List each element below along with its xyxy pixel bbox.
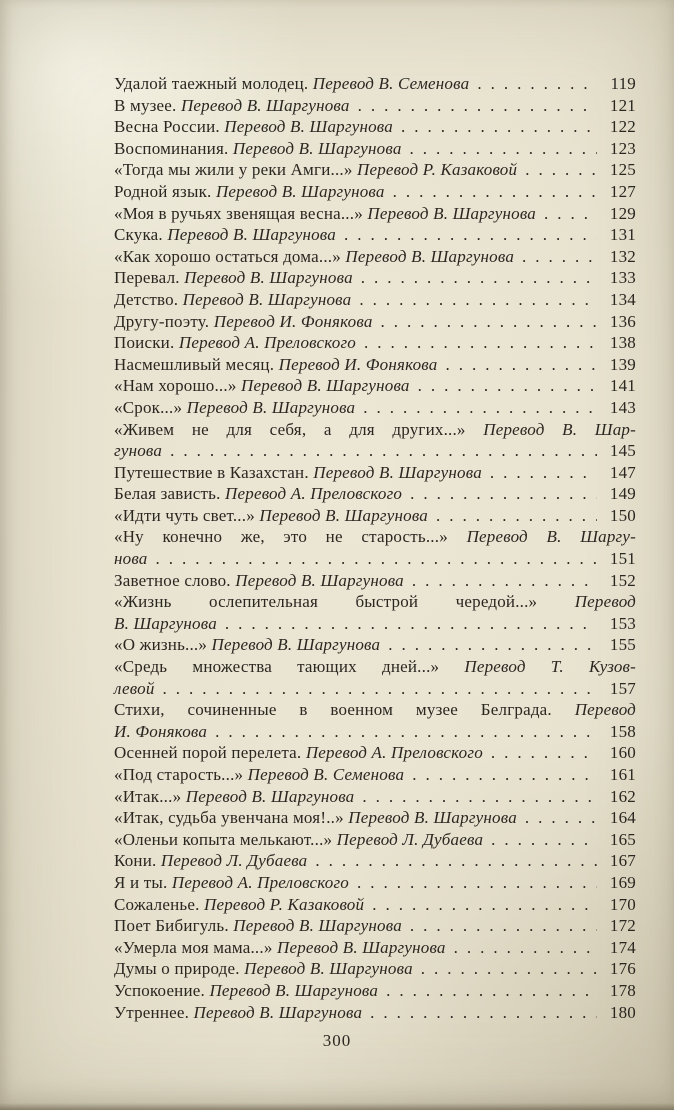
dot-leader bbox=[436, 505, 597, 527]
toc-entry-text bbox=[114, 764, 404, 786]
toc-entry bbox=[114, 764, 636, 786]
entry-page-number: 143 bbox=[609, 397, 636, 417]
translator-credit: Перевод В. Шаргунова bbox=[235, 570, 404, 590]
poem-title: Насмешливый месяц. bbox=[114, 354, 279, 374]
poem-title: «Итак, судьба увенчана моя!..» bbox=[114, 808, 349, 828]
dot-leader bbox=[412, 764, 597, 786]
toc-entry-text bbox=[114, 462, 482, 484]
poem-title: Думы о природе. bbox=[114, 959, 245, 979]
entry-page-number: 160 bbox=[609, 743, 636, 763]
translator-credit: Перевод В. Шаргунова bbox=[193, 1002, 363, 1022]
toc-entry-line bbox=[114, 375, 636, 397]
toc-entry-line bbox=[114, 548, 636, 570]
toc-entry bbox=[114, 958, 636, 980]
toc-entry bbox=[114, 526, 636, 569]
poem-title: Весна России. bbox=[114, 117, 225, 137]
poem-title: Поиски. bbox=[114, 333, 179, 353]
dot-leader bbox=[491, 829, 597, 851]
toc-entry bbox=[114, 267, 636, 289]
poem-title: Успокоение. bbox=[114, 980, 210, 1000]
dot-leader bbox=[491, 742, 597, 764]
translator-credit: Перевод А. Преловского bbox=[178, 333, 356, 353]
dot-leader bbox=[490, 462, 597, 484]
translator-credit: Перевод В. Шаргунова bbox=[244, 959, 413, 979]
poem-title: Воспоминания. bbox=[114, 138, 233, 158]
entry-page-number: 176 bbox=[609, 959, 636, 979]
translator-credit: Перевод И. Фонякова bbox=[213, 311, 373, 331]
toc-entry bbox=[114, 894, 636, 916]
poem-title: «Итак...» bbox=[114, 786, 186, 806]
poem-title: Белая зависть. bbox=[114, 484, 226, 504]
dot-leader bbox=[445, 354, 597, 376]
dot-leader bbox=[418, 375, 597, 397]
dot-leader bbox=[393, 181, 597, 203]
dot-leader bbox=[544, 203, 597, 225]
translator-credit: Перевод В. Шаргунова bbox=[167, 225, 336, 245]
toc-entry-line bbox=[114, 980, 636, 1002]
entry-page-number: 125 bbox=[609, 160, 636, 180]
toc-entry-line bbox=[114, 246, 636, 268]
translator-credit: Перевод bbox=[574, 700, 636, 720]
toc-entry bbox=[114, 980, 636, 1002]
dot-leader bbox=[525, 159, 597, 181]
translator-credit: Перевод В. Шаргунова bbox=[215, 181, 385, 201]
toc-entry bbox=[114, 850, 636, 872]
translator-credit: Перевод А. Преловского bbox=[305, 743, 483, 763]
toc-entry bbox=[114, 203, 636, 225]
poem-title: «Живем не для себя, а для других...» bbox=[114, 419, 484, 439]
translator-credit: В. Шаргунова bbox=[114, 613, 217, 633]
entry-page-number: 174 bbox=[609, 937, 636, 957]
toc-entry bbox=[114, 591, 636, 634]
dot-leader bbox=[170, 440, 597, 462]
toc-entry-text bbox=[114, 267, 353, 289]
toc-entry bbox=[114, 505, 636, 527]
dot-leader bbox=[522, 246, 597, 268]
translator-credit: Перевод В. Шаргунова bbox=[259, 505, 428, 525]
toc-entry-text bbox=[114, 872, 349, 894]
dot-leader bbox=[225, 613, 597, 635]
dot-leader bbox=[525, 807, 597, 829]
entry-page-number: 165 bbox=[609, 829, 636, 849]
toc-entry bbox=[114, 634, 636, 656]
poem-title: «Срок...» bbox=[114, 397, 187, 417]
toc-entry-line bbox=[114, 138, 636, 160]
toc-entry bbox=[114, 1002, 636, 1024]
translator-credit: Перевод В. Шар- bbox=[483, 419, 636, 439]
entry-page-number: 155 bbox=[609, 635, 636, 655]
toc-entry-line bbox=[114, 289, 636, 311]
toc-entry-line bbox=[114, 332, 636, 354]
translator-credit: Перевод А. Преловского bbox=[225, 484, 403, 504]
translator-credit: Перевод В. Шаргунова bbox=[233, 916, 402, 936]
toc-entry-line bbox=[114, 505, 636, 527]
toc-entry-line bbox=[114, 591, 636, 613]
dot-leader bbox=[386, 980, 597, 1002]
entry-page-number: 167 bbox=[609, 851, 636, 871]
poem-title: Перевал. bbox=[114, 268, 185, 288]
translator-credit: Перевод В. Шаргунова bbox=[313, 462, 482, 482]
translator-credit: Перевод Л. Дубаева bbox=[160, 851, 308, 871]
translator-credit: Перевод В. Шаргунова bbox=[348, 808, 517, 828]
toc-entry bbox=[114, 116, 636, 138]
toc-entry-line bbox=[114, 872, 636, 894]
translator-credit: левой bbox=[114, 678, 155, 698]
poem-title: «О жизнь...» bbox=[114, 635, 212, 655]
entry-page-number: 150 bbox=[609, 505, 636, 525]
dot-leader bbox=[410, 138, 597, 160]
toc-entry-line bbox=[114, 894, 636, 916]
poem-title: «Под старость...» bbox=[114, 765, 248, 784]
entry-page-number: 162 bbox=[609, 786, 636, 806]
poem-title: «Идти чуть свет...» bbox=[114, 505, 260, 525]
toc-entry-line bbox=[114, 678, 636, 700]
toc-entry-line bbox=[114, 829, 636, 851]
toc-entry-text bbox=[114, 894, 364, 916]
poem-title: «Ну конечно же, это не старость...» bbox=[114, 527, 467, 547]
translator-credit: нова bbox=[114, 549, 148, 569]
entry-page-number: 121 bbox=[609, 95, 636, 115]
toc-entry-line bbox=[114, 656, 636, 678]
dot-leader bbox=[388, 634, 597, 656]
toc-entry-line bbox=[114, 570, 636, 592]
translator-credit: Перевод bbox=[574, 592, 636, 612]
poem-title: Скука. bbox=[114, 225, 168, 245]
translator-credit: Перевод В. Шаргунова bbox=[276, 937, 446, 957]
toc-entry-line bbox=[114, 807, 636, 829]
toc-entry-text bbox=[114, 246, 514, 268]
toc-entry-line bbox=[114, 721, 636, 743]
toc-entry-text bbox=[114, 678, 155, 700]
translator-credit: Перевод В. Шаргунова bbox=[367, 203, 536, 223]
toc-entry bbox=[114, 332, 636, 354]
toc-entry-line bbox=[114, 397, 636, 419]
dot-leader bbox=[477, 73, 597, 95]
toc-entry-line bbox=[114, 786, 636, 808]
toc-entry-text bbox=[114, 548, 148, 570]
toc-entry-text bbox=[114, 483, 402, 505]
entry-page-number: 129 bbox=[609, 203, 636, 223]
toc-entry bbox=[114, 656, 636, 699]
toc-entry-text bbox=[114, 138, 402, 160]
poem-title: Осенней порой перелета. bbox=[114, 743, 306, 763]
toc-entry-text bbox=[114, 807, 517, 829]
translator-credit: Перевод Л. Дубаева bbox=[336, 829, 484, 849]
toc-entry bbox=[114, 742, 636, 764]
translator-credit: Перевод В. Семенова bbox=[312, 74, 470, 93]
toc-entry bbox=[114, 224, 636, 246]
dot-leader bbox=[370, 1002, 597, 1024]
dot-leader bbox=[315, 850, 597, 872]
translator-credit: Перевод В. Шаргунова bbox=[184, 268, 353, 288]
entry-page-number: 133 bbox=[609, 268, 636, 288]
toc-entry bbox=[114, 699, 636, 742]
translator-credit: Перевод В. Шаргунова bbox=[211, 635, 381, 655]
toc-entry-text bbox=[114, 311, 373, 333]
toc-entry bbox=[114, 354, 636, 376]
toc-entry-line bbox=[114, 958, 636, 980]
toc-entry bbox=[114, 73, 636, 95]
toc-entry bbox=[114, 246, 636, 268]
toc-entry-text bbox=[114, 786, 354, 808]
dot-leader bbox=[358, 95, 597, 117]
toc-entry-line bbox=[114, 95, 636, 117]
toc-entry bbox=[114, 95, 636, 117]
dot-leader bbox=[454, 937, 597, 959]
poem-title: «Как хорошо остаться дома...» bbox=[114, 246, 346, 266]
toc-entry-line bbox=[114, 850, 636, 872]
translator-credit: И. Фонякова bbox=[114, 721, 208, 741]
toc-entry bbox=[114, 159, 636, 181]
toc-entry-text bbox=[114, 657, 636, 676]
toc-entry-text bbox=[114, 958, 413, 980]
dot-leader bbox=[363, 397, 597, 419]
entry-page-number: 123 bbox=[609, 138, 636, 158]
translator-credit: Перевод Р. Казаковой bbox=[203, 894, 365, 914]
toc-entry-text bbox=[114, 527, 636, 546]
dot-leader bbox=[359, 289, 597, 311]
toc-entry-line bbox=[114, 224, 636, 246]
dot-leader bbox=[410, 915, 597, 937]
toc-entry bbox=[114, 138, 636, 160]
dot-leader bbox=[344, 224, 597, 246]
poem-title: Поет Бибигуль. bbox=[114, 916, 234, 936]
toc-entry-line bbox=[114, 634, 636, 656]
translator-credit: Перевод В. Шаргунова bbox=[345, 246, 515, 266]
toc-entry bbox=[114, 915, 636, 937]
poem-title: Я и ты. bbox=[114, 872, 172, 892]
dot-leader bbox=[412, 570, 597, 592]
entry-page-number: 136 bbox=[609, 311, 636, 331]
translator-credit: Перевод В. Шаргунова bbox=[185, 786, 355, 806]
toc-entry-line bbox=[114, 116, 636, 138]
toc-entry-text bbox=[114, 980, 378, 1002]
toc-entry-text bbox=[114, 634, 380, 656]
dot-leader bbox=[156, 548, 598, 570]
entry-page-number: 153 bbox=[609, 613, 636, 633]
entry-page-number: 122 bbox=[609, 117, 636, 137]
poem-title: Заветное слово. bbox=[114, 570, 236, 590]
toc-entry bbox=[114, 462, 636, 484]
poem-title: В музее. bbox=[114, 95, 181, 115]
toc-entry bbox=[114, 483, 636, 505]
translator-credit: Перевод Р. Казаковой bbox=[357, 160, 518, 180]
translator-credit: Перевод В. Шаргу- bbox=[466, 527, 636, 547]
entry-page-number: 119 bbox=[610, 74, 636, 93]
toc-entry-line bbox=[114, 181, 636, 203]
toc-entry-line bbox=[114, 483, 636, 505]
toc-entry bbox=[114, 289, 636, 311]
toc-entry bbox=[114, 375, 636, 397]
dot-leader bbox=[362, 786, 597, 808]
toc-entry-text bbox=[114, 592, 636, 611]
toc-entry-text bbox=[114, 332, 356, 354]
entry-page-number: 127 bbox=[609, 181, 636, 201]
toc-entry bbox=[114, 397, 636, 419]
translator-credit: гунова bbox=[114, 441, 163, 461]
entry-page-number: 149 bbox=[609, 484, 636, 504]
toc-entry bbox=[114, 570, 636, 592]
dot-leader bbox=[401, 116, 597, 138]
translator-credit: Перевод В. Шаргунова bbox=[240, 376, 410, 396]
toc-entry bbox=[114, 807, 636, 829]
translator-credit: Перевод В. Семенова bbox=[247, 765, 405, 784]
dot-leader bbox=[215, 721, 597, 743]
toc-entry-text bbox=[114, 505, 428, 527]
poem-title: Стихи, сочиненные в военном музее Белграда. bbox=[114, 700, 575, 720]
toc-entry-line bbox=[114, 915, 636, 937]
entry-page-number: 131 bbox=[609, 225, 636, 245]
toc-entry-text bbox=[114, 289, 351, 311]
toc-entry-text bbox=[114, 203, 536, 225]
entry-page-number: 134 bbox=[609, 289, 636, 309]
entry-page-number: 169 bbox=[609, 872, 636, 892]
dot-leader bbox=[372, 894, 597, 916]
toc-entry-text bbox=[114, 721, 207, 743]
poem-title: «Жизнь ослепительная быстрой чередой...» bbox=[114, 592, 575, 612]
poem-title: Кони. bbox=[114, 851, 161, 871]
poem-title: «Умерла моя мама...» bbox=[114, 937, 277, 957]
poem-title: Сожаленье. bbox=[114, 894, 204, 914]
entry-page-number: 139 bbox=[609, 354, 636, 374]
toc-entry-line bbox=[114, 267, 636, 289]
toc-entry-line bbox=[114, 462, 636, 484]
entry-page-number: 172 bbox=[609, 916, 636, 936]
poem-title: «Оленьи копыта мелькают...» bbox=[114, 829, 337, 849]
entry-page-number: 152 bbox=[609, 570, 636, 590]
dot-leader bbox=[163, 678, 597, 700]
translator-credit: Перевод В. Шаргунова bbox=[182, 289, 352, 309]
toc-entry-line bbox=[114, 937, 636, 959]
toc-entry bbox=[114, 872, 636, 894]
toc-entry-text bbox=[114, 95, 350, 117]
entry-page-number: 161 bbox=[609, 765, 636, 784]
toc-entry-line bbox=[114, 440, 636, 462]
entry-page-number: 180 bbox=[609, 1002, 636, 1022]
translator-credit: Перевод В. Шаргунова bbox=[224, 117, 393, 137]
toc-entry-line bbox=[114, 1002, 636, 1024]
toc-entry bbox=[114, 311, 636, 333]
toc-entry-line bbox=[114, 526, 636, 548]
entry-page-number: 158 bbox=[609, 721, 636, 741]
translator-credit: Перевод В. Шаргунова bbox=[232, 138, 402, 158]
toc-entry-line bbox=[114, 159, 636, 181]
toc-entry bbox=[114, 419, 636, 462]
dot-leader bbox=[361, 267, 597, 289]
toc-entry-line bbox=[114, 699, 636, 721]
entry-page-number: 151 bbox=[609, 549, 636, 569]
dot-leader bbox=[364, 332, 597, 354]
toc-entry-text bbox=[114, 850, 307, 872]
toc-entry-text bbox=[114, 1002, 362, 1024]
translator-credit: Перевод В. Шаргунова bbox=[180, 95, 350, 115]
toc-entry-text bbox=[114, 73, 469, 95]
entry-page-number: 132 bbox=[609, 246, 636, 266]
toc-entry-text bbox=[114, 224, 336, 246]
translator-credit: Перевод Т. Кузов- bbox=[464, 657, 636, 677]
toc-entry-text bbox=[114, 354, 437, 376]
toc-entry-text bbox=[114, 375, 410, 397]
poem-title: Путешествие в Казахстан. bbox=[114, 462, 314, 482]
page-folio: 300 bbox=[322, 1031, 352, 1050]
toc-entry bbox=[114, 829, 636, 851]
toc-entry-text bbox=[114, 159, 517, 181]
toc-entry-line bbox=[114, 203, 636, 225]
dot-leader bbox=[357, 872, 597, 894]
dot-leader bbox=[381, 311, 597, 333]
poem-title: Утреннее. bbox=[114, 1002, 194, 1022]
poem-title: «Средь множества тающих дней...» bbox=[114, 657, 465, 677]
toc-entry-text bbox=[114, 181, 385, 203]
toc-entry-line bbox=[114, 311, 636, 333]
poem-title: «Моя в ручьях звенящая весна...» bbox=[114, 203, 368, 223]
toc-entry-text bbox=[114, 440, 162, 462]
toc-entry-line bbox=[114, 354, 636, 376]
table-of-contents bbox=[114, 73, 636, 1023]
entry-page-number: 145 bbox=[609, 441, 636, 461]
dot-leader bbox=[410, 483, 597, 505]
poem-title: Родной язык. bbox=[114, 181, 216, 201]
translator-credit: Перевод И. Фонякова bbox=[278, 354, 438, 374]
toc-entry-text bbox=[114, 613, 217, 635]
entry-page-number: 164 bbox=[609, 808, 636, 828]
toc-entry-text bbox=[114, 397, 355, 419]
entry-page-number: 157 bbox=[609, 678, 636, 698]
toc-entry-text bbox=[114, 700, 636, 719]
toc-entry-line bbox=[114, 764, 636, 786]
dot-leader bbox=[421, 958, 597, 980]
toc-entry-text bbox=[114, 420, 636, 439]
poem-title: Детство. bbox=[114, 289, 183, 309]
translator-credit: Перевод В. Шаргунова bbox=[209, 980, 379, 1000]
poem-title: «Нам хорошо...» bbox=[114, 376, 241, 396]
toc-entry-text bbox=[114, 116, 393, 138]
toc-entry-text bbox=[114, 937, 446, 959]
toc-entry-line bbox=[114, 742, 636, 764]
entry-page-number: 178 bbox=[609, 980, 636, 1000]
toc-entry-text bbox=[114, 915, 402, 937]
toc-entry-text bbox=[114, 742, 483, 764]
poem-title: «Тогда мы жили у реки Амги...» bbox=[114, 160, 357, 180]
toc-entry-line bbox=[114, 419, 636, 441]
toc-entry bbox=[114, 181, 636, 203]
translator-credit: Перевод А. Преловского bbox=[171, 872, 349, 892]
toc-entry-text bbox=[114, 829, 483, 851]
toc-entry-line bbox=[114, 613, 636, 635]
toc-entry-line bbox=[114, 73, 636, 95]
poem-title: Удалой таежный молодец. bbox=[114, 74, 313, 93]
entry-page-number: 141 bbox=[609, 376, 636, 396]
toc-entry bbox=[114, 786, 636, 808]
toc-entry-text bbox=[114, 570, 404, 592]
entry-page-number: 147 bbox=[609, 462, 636, 482]
toc-entry bbox=[114, 937, 636, 959]
entry-page-number: 138 bbox=[609, 333, 636, 353]
entry-page-number: 170 bbox=[609, 894, 636, 914]
translator-credit: Перевод В. Шаргунова bbox=[186, 397, 356, 417]
poem-title: Другу-поэту. bbox=[114, 311, 214, 331]
